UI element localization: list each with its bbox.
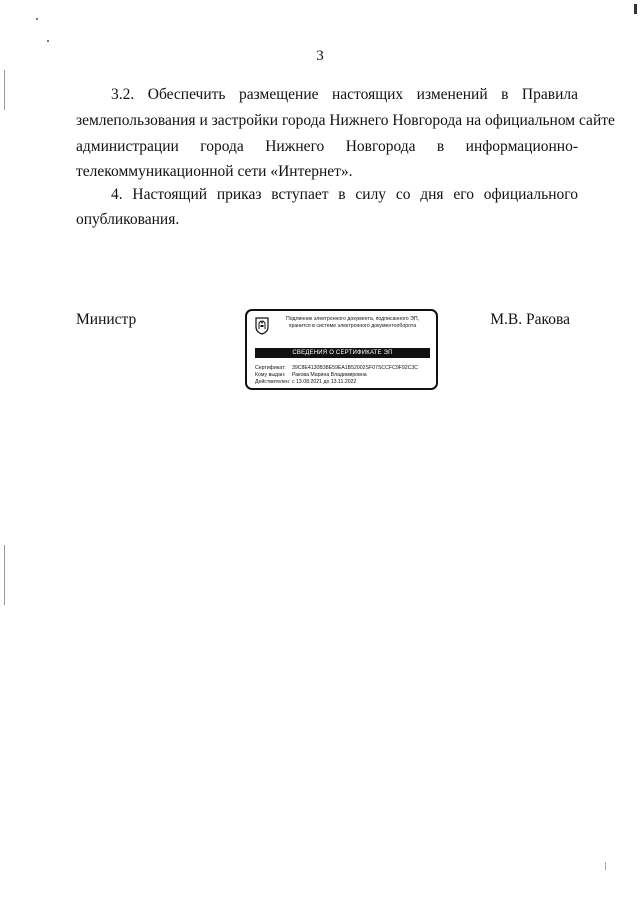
stamp-header: СВЕДЕНИЯ О СЕРТИФИКАТЕ ЭП [255,348,430,358]
stamp-certificate-label: Сертификат: [255,365,286,371]
paragraph-line: администрации города Нижнего Новгорода в информационно- [76,138,578,155]
stamp-issued-to-label: Кому выдан: [255,372,286,378]
scan-speck [47,40,49,42]
paragraph-line: телекоммуникационной сети «Интернет». [76,163,353,180]
scan-speck [4,545,5,605]
signature-position-title: Министр [76,311,137,328]
scan-speck [4,70,5,110]
paragraph-line: землепользования и застройки города Нижнего Новгорода на официальном сайте [76,112,615,129]
paragraph-line: опубликования. [76,211,180,228]
stamp-notice [273,316,432,330]
stamp-issued-to-value: Ракова Марина Владимировна [292,372,367,378]
stamp-certificate-row [255,365,418,371]
scan-speck [634,4,637,14]
signer-name: М.В. Ракова [490,311,570,328]
e-signature-stamp [245,309,438,390]
page-number: 3 [316,48,324,64]
stamp-issued-to-row [255,372,367,378]
paragraph-line: 4. Настоящий приказ вступает в силу со дня его официального [111,186,578,203]
stamp-notice-line: Подлинник электронного документа, подписанного ЭП, [285,316,419,322]
coat-of-arms-icon [255,317,269,335]
scan-speck [605,862,606,870]
stamp-valid-label: Действителен: [255,379,291,385]
scan-speck [36,18,38,20]
paragraph-line: 3.2. Обеспечить размещение настоящих изменений в Правила [111,86,578,103]
stamp-valid-row [255,379,356,385]
stamp-certificate-value: 39C8E4130B38E59EA1B52002SF07SCCFC9F92C3C [292,365,419,371]
stamp-notice-line: хранится в системе электронного документооборота [288,323,417,329]
stamp-valid-value: с 13.08.2021 до 13.11.2022 [292,379,357,385]
